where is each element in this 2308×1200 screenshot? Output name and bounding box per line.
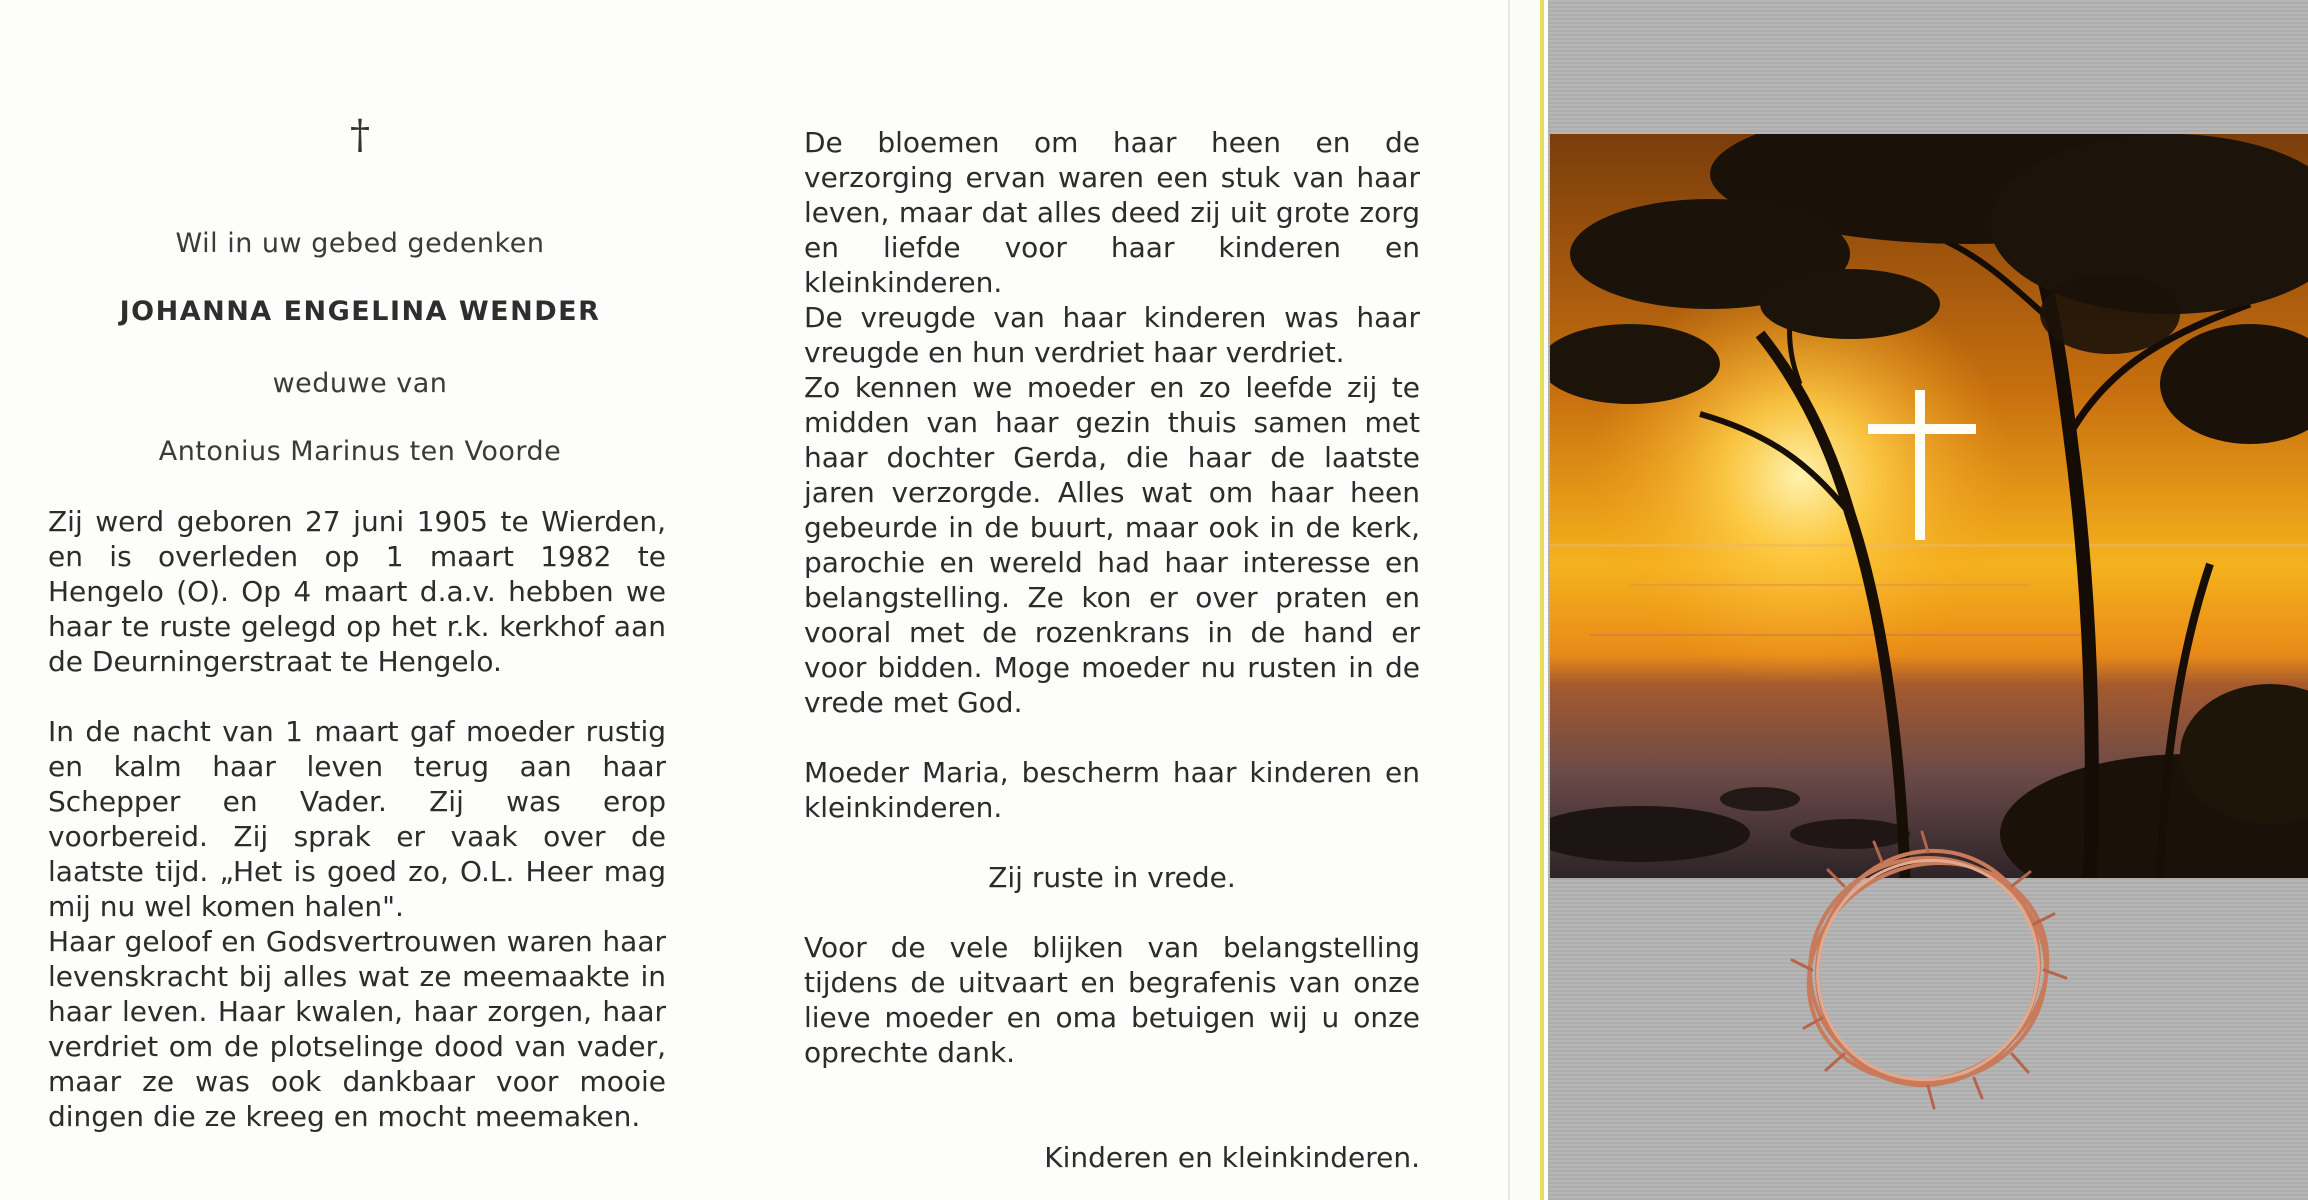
last-night-paragraph: In de nacht van 1 maart gaf moeder rustig en kalm haar leven terug aan haar Schepper en Vader. Zij was erop voorbereid. Zij sprak er vaak over de laatste tijd. „Het is goed zo, O.L. Heer mag mij nu wel komen halen". bbox=[48, 715, 666, 923]
white-cross-icon bbox=[1868, 390, 1976, 540]
rest-in-peace-line: Zij ruste in vrede. bbox=[988, 861, 1236, 894]
thanks-paragraph: Voor de vele blijken van belangstelling tijdens de uitvaart en begrafenis van onze lieve moeder en oma betuigen wij u onze oprechte dank. bbox=[804, 931, 1420, 1069]
yellow-edge-line bbox=[1540, 0, 1544, 1200]
signature-line: Kinderen en kleinkinderen. bbox=[1044, 1141, 1420, 1174]
faith-paragraph: Haar geloof en Godsvertrouwen waren haar levenskracht bij alles wat ze meemaakte in haar leven. Haar kwalen, haar zorgen, haar verdriet om de plotselinge dood van vader, maar ze was ook dankbaar voor mooie dingen die ze kreeg en mocht meemaken. bbox=[48, 925, 666, 1133]
widow-of-line: weduwe van bbox=[272, 368, 448, 399]
right-text-column bbox=[804, 125, 1420, 1175]
flowers-paragraph: De bloemen om haar heen en de verzorging ervan waren een stuk van haar leven, maar dat alles deed zij uit grote zorg en liefde voor haar kinderen en kleinkinderen. bbox=[804, 126, 1420, 299]
husband-name: Antonius Marinus ten Voorde bbox=[158, 436, 562, 467]
deceased-name: JOHANNA ENGELINA WENDER bbox=[119, 296, 601, 327]
left-text-column bbox=[48, 504, 666, 1134]
joy-paragraph: De vreugde van haar kinderen was haar vreugde en hun verdriet haar verdriet. bbox=[804, 301, 1420, 369]
cross-icon: † bbox=[350, 112, 370, 158]
crown-of-thorns-icon bbox=[1782, 828, 2074, 1112]
biography-paragraph: Zij werd geboren 27 juni 1905 te Wierden, en is overleden op 1 maart 1982 te Hengelo (O). Op 4 maart d.a.v. hebben we haar te ruste gelegd op het r.k. kerkhof aan de Deurningerstraat te Hengelo. bbox=[48, 505, 666, 678]
intro-line: Wil in uw gebed gedenken bbox=[175, 228, 545, 259]
prayer-line: Moeder Maria, bescherm haar kinderen en kleinkinderen. bbox=[804, 756, 1420, 824]
family-paragraph: Zo kennen we moeder en zo leefde zij te midden van haar gezin thuis samen met haar dochter Gerda, die haar de laatste jaren verzorgde. Alles wat om haar heen gebeurde in de buurt, maar ook in de kerk, parochie en wereld had haar interesse en belangstelling. Ze kon er over praten en vooral met de rozenkrans in de hand er voor bidden. Moge moeder nu rusten in de vrede met God. bbox=[804, 371, 1420, 719]
